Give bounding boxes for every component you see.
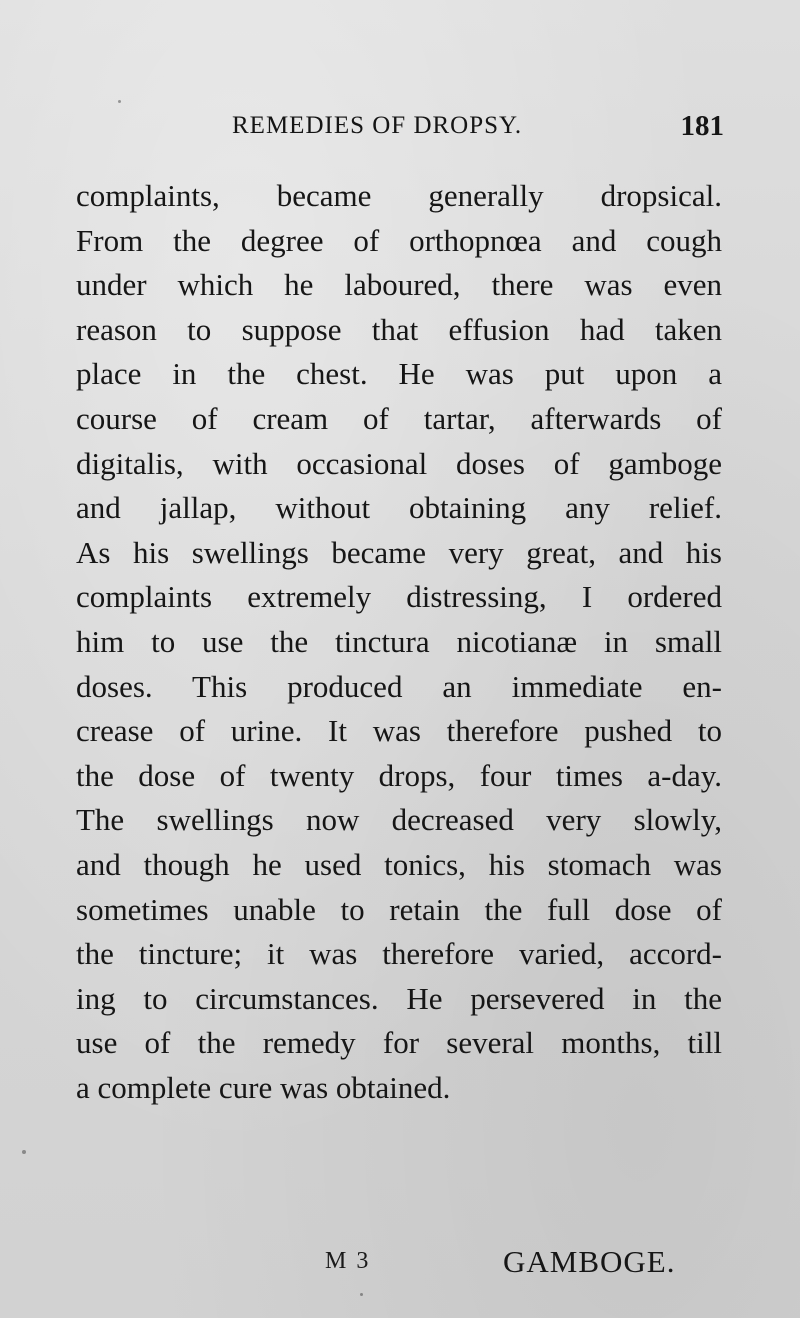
text-line: the tincture; it was therefore varied, accord- [76, 936, 722, 972]
text-line: under which he laboured, there was even [76, 267, 722, 303]
paper-speck [118, 100, 121, 103]
text-line: course of cream of tartar, afterwards of [76, 400, 722, 436]
page-number: 181 [680, 110, 724, 142]
text-line: crease of urine. It was therefore pushed to [76, 713, 722, 749]
text-line: the dose of twenty drops, four times a-day. [76, 757, 722, 793]
text-line: reason to suppose that effusion had taken [76, 311, 722, 347]
text-line: complaints, became generally dropsical. [76, 178, 722, 213]
text-line: The swellings now decreased very slowly, [76, 802, 722, 838]
text-line: him to use the tinctura nicotianæ in small [76, 623, 722, 659]
text-line: doses. This produced an immediate en- [76, 668, 722, 704]
text-line: complaints extremely distressing, I ordered [76, 579, 722, 615]
text-line: digitalis, with occasional doses of gamboge [76, 445, 722, 481]
body-text [76, 174, 722, 1110]
paper-speck [22, 1150, 26, 1154]
text-line: and jallap, without obtaining any relief. [76, 490, 722, 526]
text-line: sometimes unable to retain the full dose of [76, 891, 722, 927]
text-line: a complete cure was obtained. [76, 1069, 451, 1105]
page-header [232, 112, 724, 152]
page-footer [0, 1244, 800, 1288]
text-line: and though he used tonics, his stomach was [76, 846, 722, 882]
signature-mark: M 3 [325, 1248, 371, 1274]
paper-speck [360, 1293, 363, 1296]
catchword: GAMBOGE. [503, 1244, 676, 1279]
text-line: place in the chest. He was put upon a [76, 356, 722, 392]
text-line: From the degree of orthopnœa and cough [76, 222, 722, 258]
text-line: use of the remedy for several months, till [76, 1025, 722, 1061]
running-title: REMEDIES OF DROPSY. [232, 112, 523, 139]
text-line: ing to circumstances. He persevered in the [76, 980, 722, 1016]
text-line: As his swellings became very great, and his [76, 534, 722, 570]
